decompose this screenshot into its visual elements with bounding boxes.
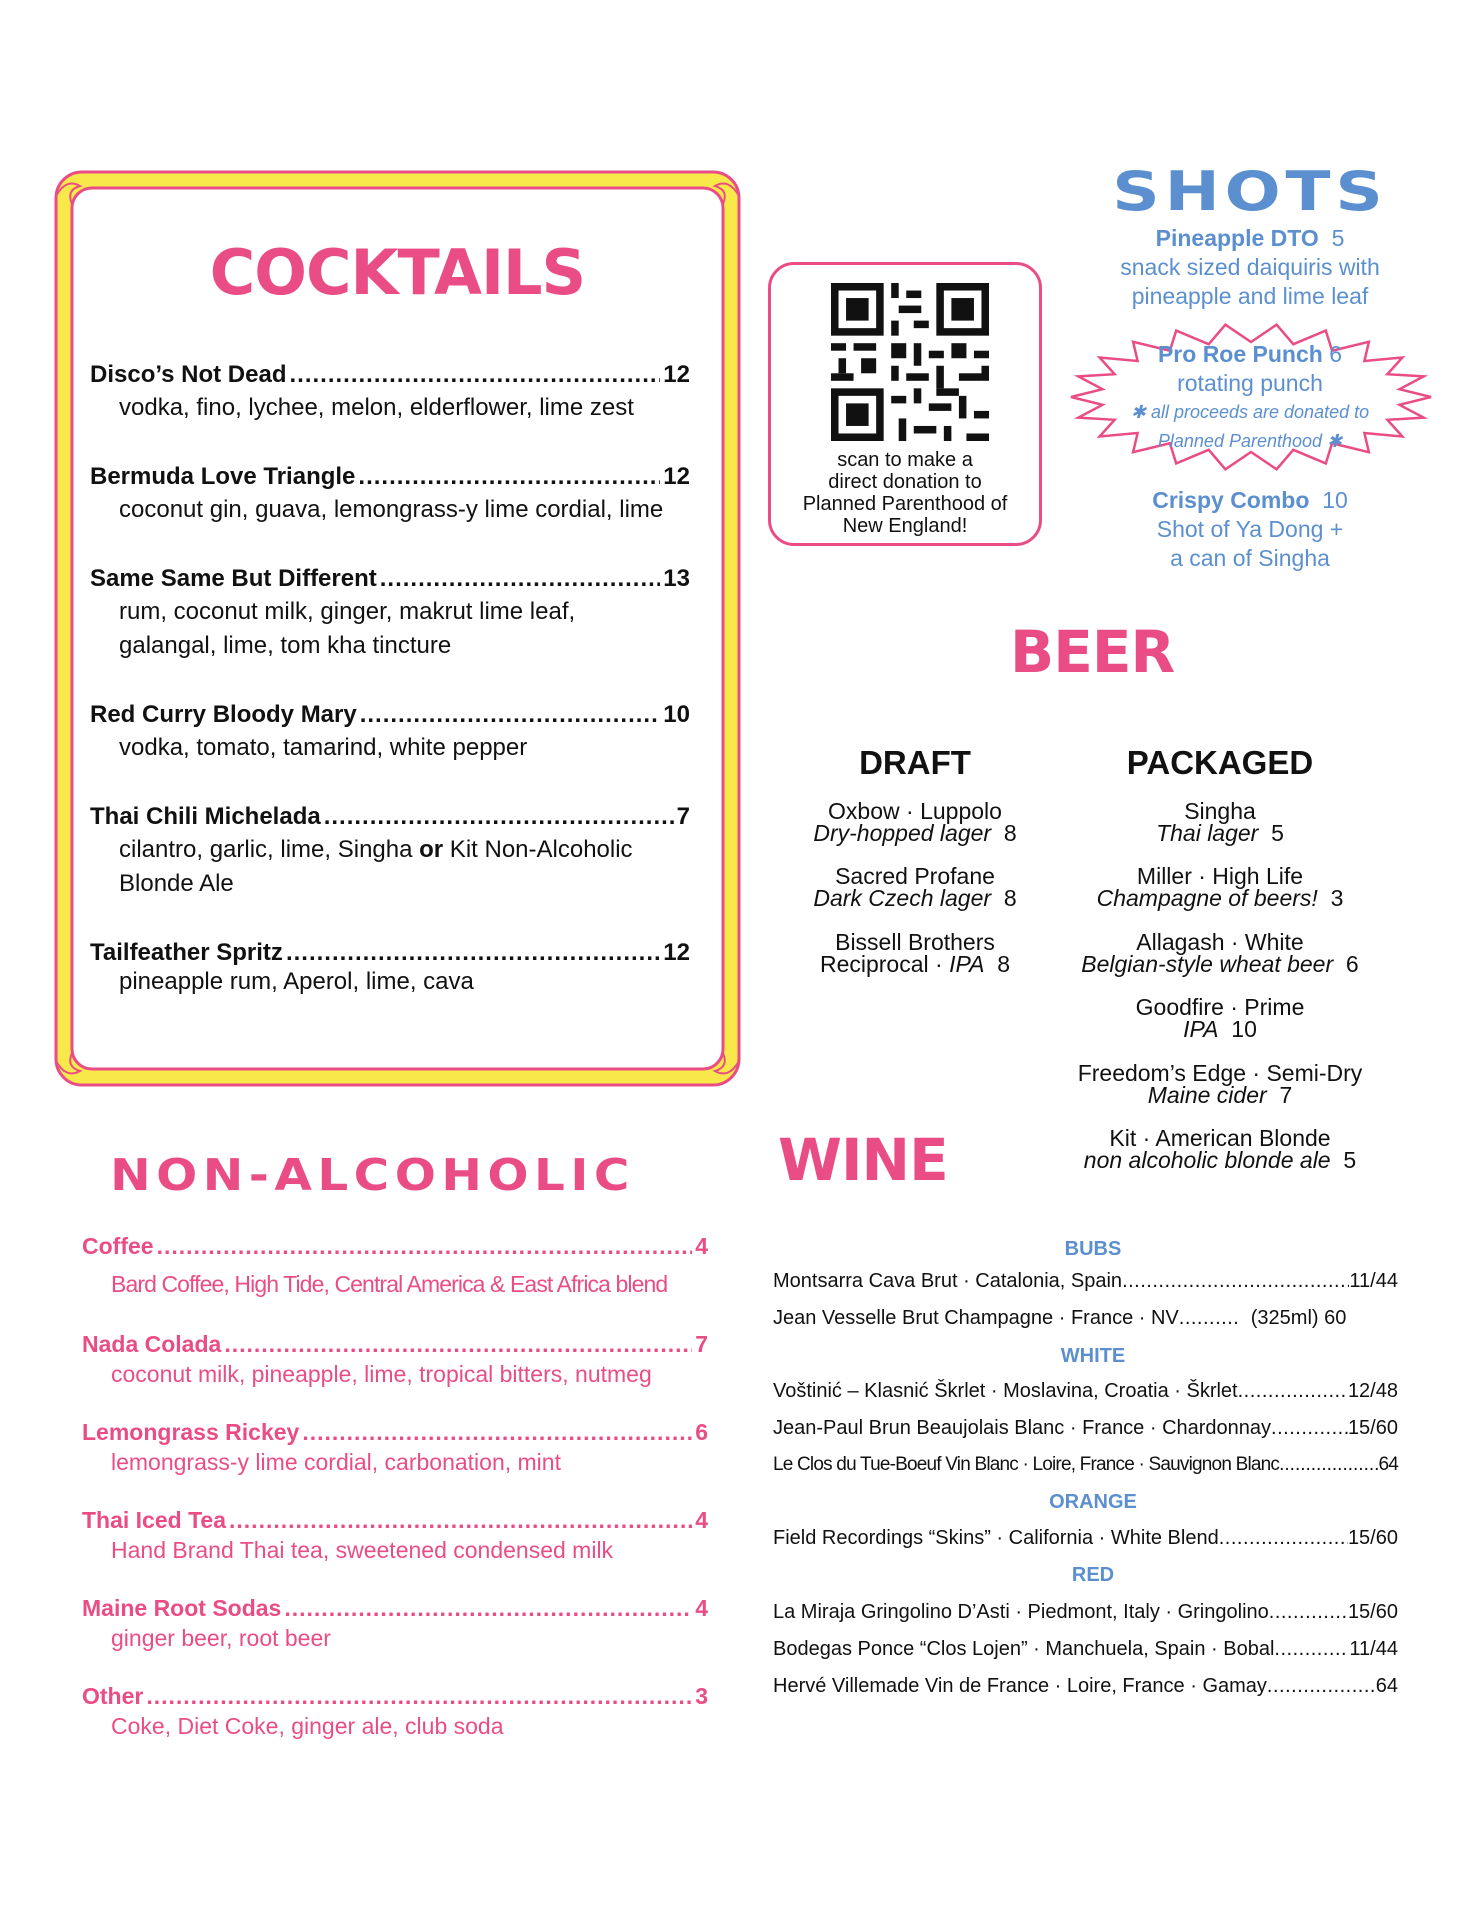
item-name: Disco’s Not Dead xyxy=(90,361,287,388)
item-description: galangal, lime, tom kha tincture xyxy=(119,632,452,659)
item-description: pineapple rum, Aperol, lime, cava xyxy=(119,968,474,995)
item-price: 3 xyxy=(695,1683,708,1709)
wine-item: Hervé Villemade Vin de France · Loire, France · Gamay ..... 64 xyxy=(773,1675,1398,1698)
item-price: 6 xyxy=(695,1419,708,1445)
item-description: lemongrass-y lime cordial, carbonation, mint xyxy=(111,1449,561,1475)
item-name: Pineapple DTO xyxy=(1155,225,1319,251)
item-description: cilantro, garlic, lime, Singha or Kit Non-Alcoholic xyxy=(119,836,633,863)
cocktails-panel xyxy=(50,166,745,1091)
menu-item xyxy=(82,1506,708,1566)
item-name: Pro Roe Punch xyxy=(1157,341,1323,367)
wine-category: WHITE xyxy=(1060,1345,1126,1367)
item-description: Hand Brand Thai tea, sweetened condensed milk xyxy=(111,1537,614,1563)
menu-item xyxy=(90,360,690,425)
item-description: coconut gin, guava, lemongrass-y lime cordial, lime xyxy=(119,496,664,523)
draft-list xyxy=(790,800,1040,975)
item-name: Same Same But Different xyxy=(90,565,377,592)
qr-caption: scan to make a direct donation to Planned Parenthood of New England! xyxy=(802,449,1008,537)
beer-item: Allagash · White Belgian-style wheat beer 6 xyxy=(1081,929,1359,977)
item-price: 10 xyxy=(1322,487,1348,513)
item-price: 4 xyxy=(695,1595,708,1621)
wine-item: Montsarra Cava Brut · Catalonia, Spain ..... 11/44 xyxy=(773,1270,1398,1293)
item-description: rum, coconut milk, ginger, makrut lime leaf, xyxy=(119,598,576,625)
menu-item xyxy=(90,700,690,765)
wine-category: RED xyxy=(1071,1564,1115,1586)
item-price: 13 xyxy=(663,565,690,592)
shots-title: SHOTS xyxy=(1112,160,1388,223)
item-price: 12 xyxy=(663,361,690,388)
wine-item: Field Recordings “Skins” · California · White Blend ..... 15/60 xyxy=(773,1527,1398,1550)
item-name: Thai Iced Tea xyxy=(82,1507,227,1533)
beer-item: Goodfire · Prime IPA 10 xyxy=(1135,994,1305,1042)
item-description: Blonde Ale xyxy=(119,870,234,897)
packaged-heading: PACKAGED xyxy=(1126,744,1314,781)
shot-item xyxy=(1090,340,1410,456)
menu-item xyxy=(90,564,690,663)
item-price: 7 xyxy=(676,803,690,830)
proceeds-note: ✱ all proceeds are donated to xyxy=(1130,402,1370,422)
item-price: 12 xyxy=(663,939,690,966)
item-description: Bard Coffee, High Tide, Central America & East Africa blend xyxy=(111,1271,668,1297)
wine-item: Jean Vesselle Brut Champagne · France · NV ..... (325ml) 60 xyxy=(773,1307,1398,1330)
item-description: a can of Singha xyxy=(1170,545,1330,571)
item-description: Shot of Ya Dong + xyxy=(1156,516,1344,542)
item-description: rotating punch xyxy=(1177,370,1323,396)
beer-item: Bissell Brothers Reciprocal · IPA 8 xyxy=(819,929,1011,977)
item-price: 4 xyxy=(695,1233,708,1259)
item-price: 10 xyxy=(663,701,690,728)
item-name: Other xyxy=(82,1683,144,1709)
item-description: snack sized daiquiris with xyxy=(1120,254,1380,280)
item-name: Thai Chili Michelada xyxy=(90,803,321,830)
item-name: Tailfeather Spritz xyxy=(90,939,283,966)
beer-item: Oxbow · Luppolo Dry-hopped lager 8 xyxy=(813,798,1017,846)
non-alcoholic-title: NON-ALCOHOLIC xyxy=(110,1150,635,1201)
menu-item xyxy=(90,938,690,995)
menu-item xyxy=(90,462,690,527)
wine-item: Bodegas Ponce “Clos Lojen” · Manchuela, Spain · Bobal ..... 11/44 xyxy=(773,1638,1398,1661)
draft-heading: DRAFT xyxy=(859,744,971,781)
item-description: vodka, fino, lychee, melon, elderflower, lime zest xyxy=(119,394,634,421)
beer-item: Freedom’s Edge · Semi-Dry Maine cider 7 xyxy=(1077,1060,1363,1108)
wine-category: ORANGE xyxy=(1049,1491,1137,1513)
beer-item: Singha Thai lager 5 xyxy=(1156,798,1284,846)
qr-code[interactable] xyxy=(831,283,989,441)
menu-item xyxy=(82,1594,708,1654)
item-description: vodka, tomato, tamarind, white pepper xyxy=(119,734,528,761)
beer-item: Kit · American Blonde non alcoholic blonde ale 5 xyxy=(1083,1125,1357,1173)
item-description: Coke, Diet Coke, ginger ale, club soda xyxy=(111,1713,504,1739)
item-name: Crispy Combo xyxy=(1152,487,1310,513)
shot-item xyxy=(1090,224,1410,311)
shot-item xyxy=(1090,486,1410,573)
item-name: Maine Root Sodas xyxy=(82,1595,282,1621)
menu-item xyxy=(90,802,690,901)
cocktails-title: COCKTAILS xyxy=(209,236,586,309)
item-price: 5 xyxy=(1331,225,1345,251)
wine-item: Le Clos du Tue-Boeuf Vin Blanc · Loire, France · Sauvignon Blanc ..... 64 xyxy=(773,1454,1398,1476)
item-price: 4 xyxy=(695,1507,708,1533)
item-price: 6 xyxy=(1329,341,1343,367)
packaged-list xyxy=(1060,800,1380,1171)
menu-item xyxy=(82,1232,708,1300)
item-description: ginger beer, root beer xyxy=(111,1625,331,1651)
item-name: Bermuda Love Triangle xyxy=(90,463,356,490)
item-name: Red Curry Bloody Mary xyxy=(90,701,357,728)
menu-item xyxy=(82,1330,708,1390)
beer-item: Sacred Profane Dark Czech lager 8 xyxy=(813,863,1017,911)
menu-item xyxy=(82,1682,708,1742)
item-name: Coffee xyxy=(82,1233,154,1259)
proceeds-note: Planned Parenthood ✱ xyxy=(1157,431,1343,451)
item-price: 12 xyxy=(663,463,690,490)
beer-title: BEER xyxy=(1010,618,1175,686)
wine-item: La Miraja Gringolino D’Asti · Piedmont, Italy · Gringolino ..... 15/60 xyxy=(773,1601,1398,1624)
wine-item: Jean-Paul Brun Beaujolais Blanc · France · Chardonnay ..... 15/60 xyxy=(773,1417,1398,1440)
wine-category: BUBS xyxy=(1064,1238,1122,1260)
item-name: Lemongrass Rickey xyxy=(82,1419,300,1445)
item-price: 7 xyxy=(695,1331,708,1357)
wine-title: WINE xyxy=(778,1126,948,1194)
item-description: coconut milk, pineapple, lime, tropical bitters, nutmeg xyxy=(111,1361,652,1387)
beer-item: Miller · High Life Champagne of beers! 3 xyxy=(1096,863,1344,911)
donation-qr-box xyxy=(768,262,1042,546)
item-name: Nada Colada xyxy=(82,1331,222,1357)
menu-item xyxy=(82,1418,708,1478)
item-description: pineapple and lime leaf xyxy=(1131,283,1369,309)
wine-item: Voštinić – Klasnić Škrlet · Moslavina, Croatia · Škrlet ..... 12/48 xyxy=(773,1380,1398,1403)
